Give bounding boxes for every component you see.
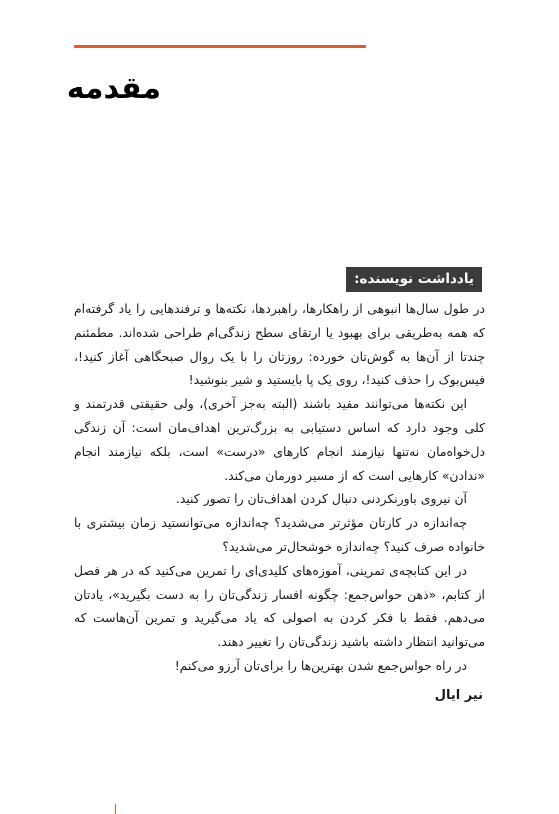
paragraph: چه‌اندازه در کارتان مؤثرتر می‌شدید؟ چه‌اندازه می‌توانستید زمان بیشتری با خانواده صرف کنید؟ چه‌اندازه خوشحال‌تر می‌شدید؟ (74, 515, 485, 554)
chapter-title: مقدمه (66, 71, 161, 106)
paragraph: در طول سال‌ها انبوهی از راهکارها، راهبردها، نکته‌ها و ترفندهایی را یاد گرفته‌ام که همه به‌طریقی برای بهبود یا ارتقای سطح زندگی‌ام طراحی شده‌اند. مطمئنم چندتا از آن‌ها به گوش‌تان خورده: روزتان را با یک روال صبحگاهی آغاز کنید!، فیس‌بوک را حذف کنید!، روی یک پا بایستید و شیر بنوشید! (74, 301, 485, 388)
paragraph: در راه حواس‌جمع شدن بهترین‌ها را برای‌تان آرزو می‌کنم! (174, 657, 467, 673)
title-accent-rule (74, 45, 366, 48)
paragraph: در این کتابچه‌ی تمرینی، آموزه‌های کلیدی‌ای را تمرین می‌کنید که در هر فصل از کتابم، «ذهن حواس‌جمع: چگونه افسار زندگی‌تان را به دست بگیرید»، یادتان می‌دهم. فقط با فکر کردن به اصولی که یاد می‌گیرید و تمرین آن‌هاست که می‌توانید انتظار داشته باشید زندگی‌تان را تغییر دهند. (74, 562, 485, 650)
paragraph: آن نیروی باورنکردنی دنبال کردن اهداف‌تان را تصور کنید. (175, 491, 467, 507)
author-signature: نیر ایال (434, 688, 483, 703)
author-note-label: یادداشت نویسنده: (346, 267, 482, 292)
page-number-marker (115, 804, 116, 814)
paragraph: این نکته‌ها می‌توانند مفید باشند (البته به‌جز آخری)، ولی حقیقتی قدرتمند و کلی وجود دارد که اساس دستیابی به بزرگ‌ترین اهداف‌مان است: آن زندگی دل‌خواه‌مان نه‌تنها نیازمند انجام کارهای «درست» است، بلکه نیازمند انجام «ندادن» کارهایی است که از مسیر دورمان می‌کند. (74, 396, 485, 483)
author-note-body (74, 297, 485, 678)
